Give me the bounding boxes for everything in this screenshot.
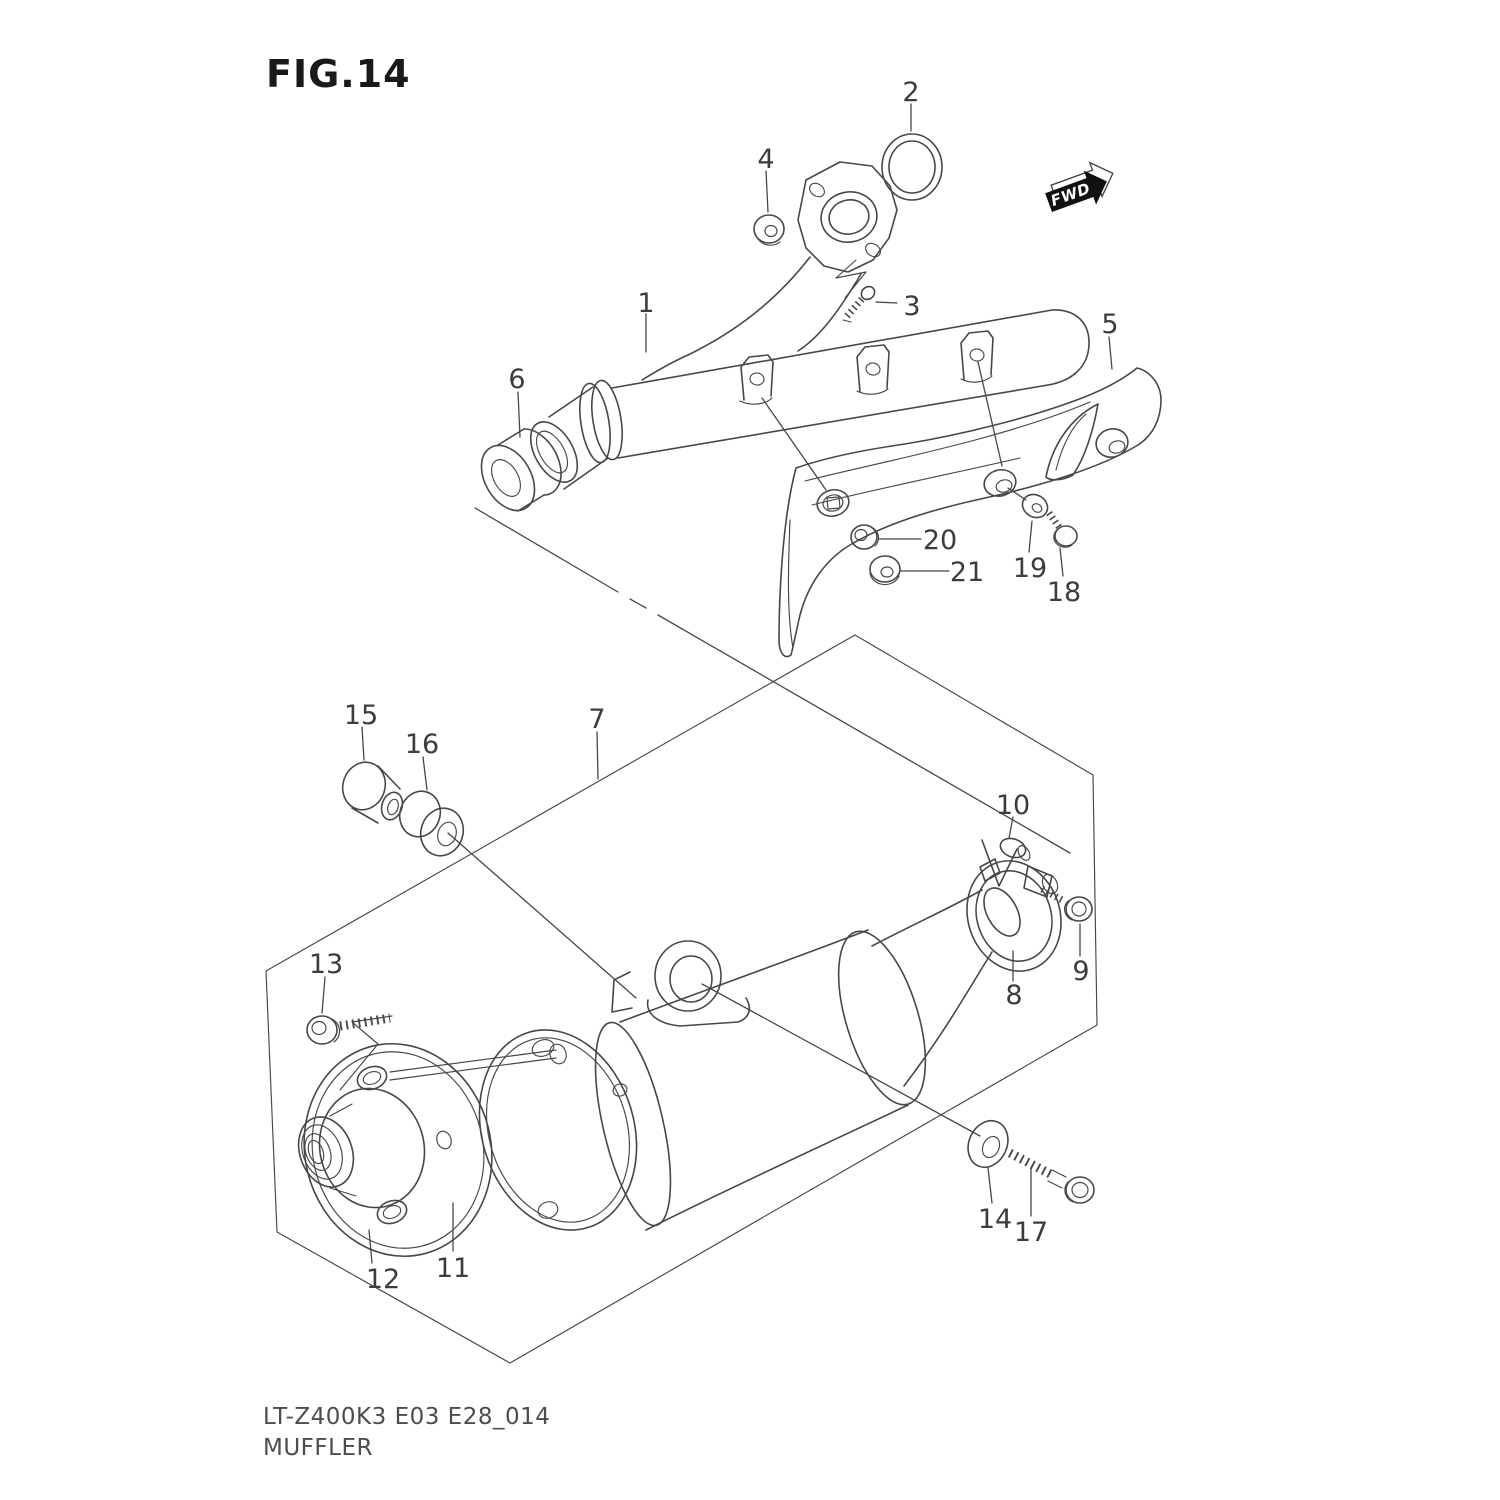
part-label-10: 10: [995, 790, 1031, 821]
fwd-indicator: [1042, 156, 1119, 219]
part-label-1: 1: [637, 288, 655, 319]
heat-shield-5: [779, 368, 1161, 657]
part-label-16: 16: [404, 729, 440, 760]
part-label-3: 3: [903, 291, 921, 322]
page-footer: [263, 1402, 550, 1464]
mount-washer-14: [961, 1114, 1015, 1173]
part-label-8: 8: [1005, 980, 1023, 1011]
part-label-6: 6: [508, 364, 526, 395]
mount-bolt-17: [1010, 1153, 1094, 1203]
part-label-14: 14: [977, 1204, 1013, 1235]
part-label-15: 15: [343, 700, 379, 731]
muffler-plate-11: [390, 1010, 661, 1250]
flange-nut-4: [754, 215, 784, 245]
part-label-20: 20: [922, 525, 958, 556]
shield-washer-19: [1018, 490, 1052, 522]
exhaust-flange: [798, 162, 897, 272]
part-label-21: 21: [949, 557, 985, 588]
model-code: LT-Z400K3 E03 E28_014: [263, 1404, 551, 1430]
muffler-body-7: [580, 882, 1027, 1232]
header-pipe-1: [521, 257, 1089, 490]
mount-cushion-16: [394, 786, 470, 861]
part-label-7: 7: [588, 704, 606, 735]
part-label-2: 2: [902, 77, 920, 108]
callout-labels: [309, 77, 1119, 1295]
part-label-12: 12: [365, 1264, 401, 1295]
part-label-18: 18: [1046, 577, 1082, 608]
shield-nut-21: [870, 556, 900, 585]
exhaust-stud-3: [843, 284, 877, 322]
part-label-17: 17: [1013, 1217, 1049, 1248]
part-label-11: 11: [435, 1253, 471, 1284]
figure-title: FIG.14: [266, 52, 411, 96]
fwd-label: FWD: [1048, 179, 1093, 211]
figure-name: MUFFLER: [263, 1435, 373, 1461]
muffler-end-cap-12: [282, 1024, 514, 1277]
pipe-bracket-tabs: [740, 331, 993, 404]
part-label-13: 13: [308, 949, 344, 980]
muffler-clamp-8: [953, 849, 1075, 984]
part-label-4: 4: [757, 144, 775, 175]
part-label-5: 5: [1101, 309, 1119, 340]
part-label-19: 19: [1012, 553, 1048, 584]
mount-spacer-15: [337, 757, 406, 823]
leader-lines: [322, 104, 1112, 1263]
shield-screw-18: [1049, 513, 1077, 547]
part-label-9: 9: [1072, 956, 1090, 987]
